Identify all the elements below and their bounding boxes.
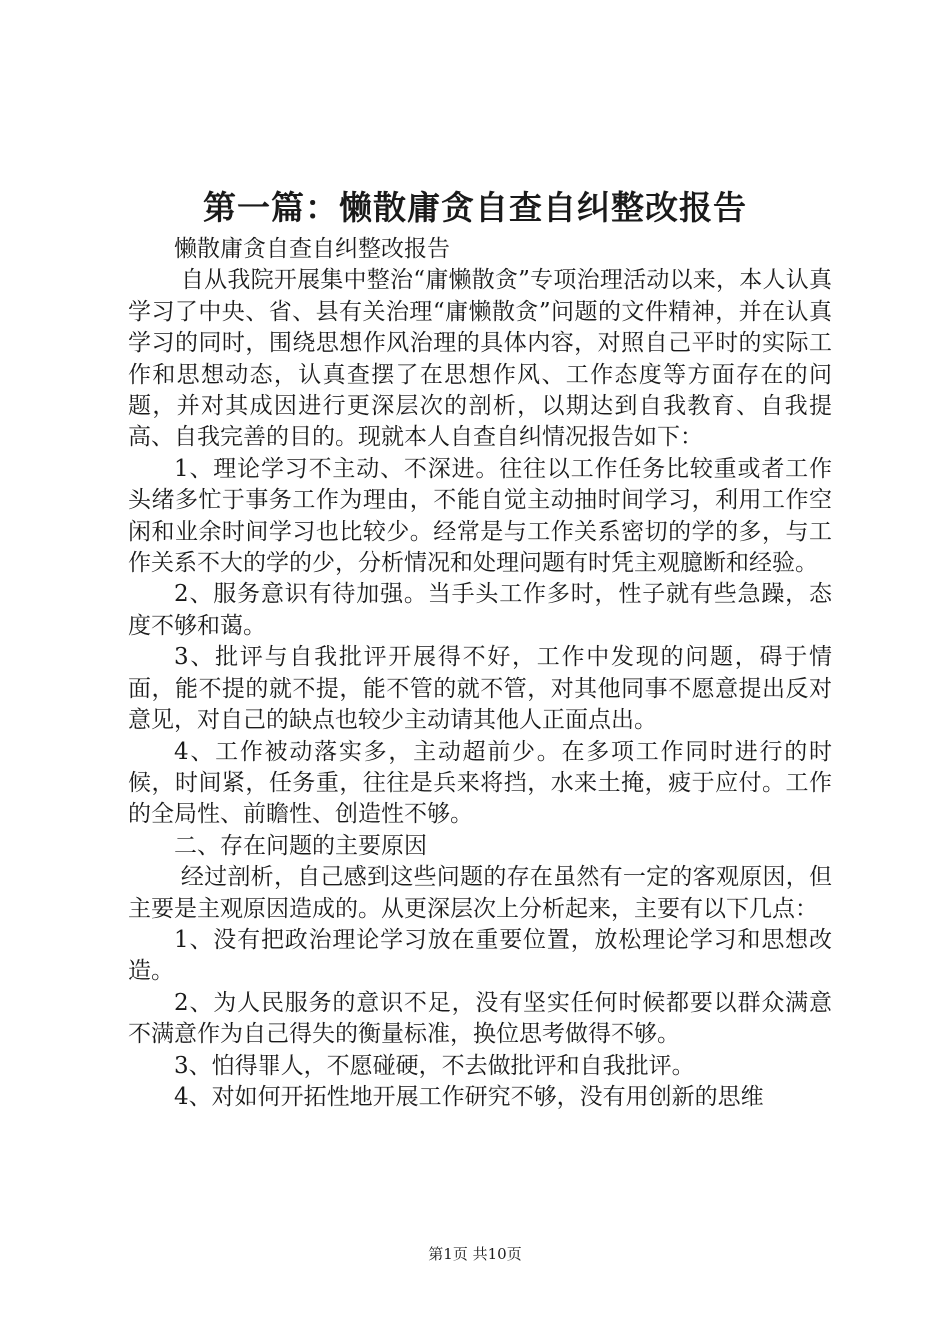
section-heading: 二、存在问题的主要原因: [174, 832, 427, 859]
paragraph-subtitle: 懒散庸贪自查自纠整改报告: [174, 236, 450, 262]
paragraph-item: 3、批评与自我批评开展得不好，工作中发现的问题，碍于情面，能不提的就不提，能不管的就不管，对其他同事不愿意提出反对意见，对自己的缺点也较少主动请其他人正面点出。: [128, 644, 832, 734]
paragraph-item: 4、对如何开拓性地开展工作研究不够，没有用创新的思维: [174, 1083, 764, 1110]
paragraph-item: 1、没有把政治理论学习放在重要位置，放松理论学习和思想改造。: [128, 926, 832, 985]
paragraph-item: 2、服务意识有待加强。当手头工作多时，性子就有些急躁，态度不够和蔼。: [128, 581, 832, 639]
paragraph-item: 4、工作被动落实多，主动超前少。在多项工作同时进行的时候，时间紧，任务重，往往是兵来将挡，水来土掩，疲于应付。工作的全局性、前瞻性、创造性不够。: [128, 738, 832, 828]
page-indicator: 第1页 共10页: [428, 1245, 522, 1263]
paragraph-intro: 自从我院开展集中整治“庸懒散贪”专项治理活动以来，本人认真学习了中央、省、县有关治理“庸懒散贪”问题的文件精神，并在认真学习的同时，围绕思想作风治理的具体内容，对照自己平时的实际工作和思想动态，认真查摆了在思想作风、工作态度等方面存在的问题，并对其成因进行更深层次的剖析，以期达到自我教育、自我提高、自我完善的目的。现就本人自查自纠情况报告如下：: [128, 267, 832, 451]
page-title: 第一篇：懒散庸贪自查自纠整改报告: [203, 188, 747, 227]
paragraph-item: 1、理论学习不主动、不深进。往往以工作任务比较重或者工作头绪多忙于事务工作为理由，不能自觉主动抽时间学习，利用工作空闲和业余时间学习也比较少。经常是与工作关系密切的学的多，与工作关系不大的学的少，分析情况和处理问题有时凭主观臆断和经验。: [128, 455, 832, 577]
paragraph-analysis: 经过剖析，自己感到这些问题的存在虽然有一定的客观原因，但主要是主观原因造成的。从更深层次上分析起来，主要有以下几点：: [128, 864, 832, 922]
paragraph-item: 2、为人民服务的意识不足，没有坚实任何时候都要以群众满意不满意作为自己得失的衡量标准，换位思考做得不够。: [128, 989, 832, 1048]
paragraph-item: 3、怕得罪人，不愿碰硬，不去做批评和自我批评。: [174, 1052, 695, 1079]
document-body: [128, 234, 832, 1113]
